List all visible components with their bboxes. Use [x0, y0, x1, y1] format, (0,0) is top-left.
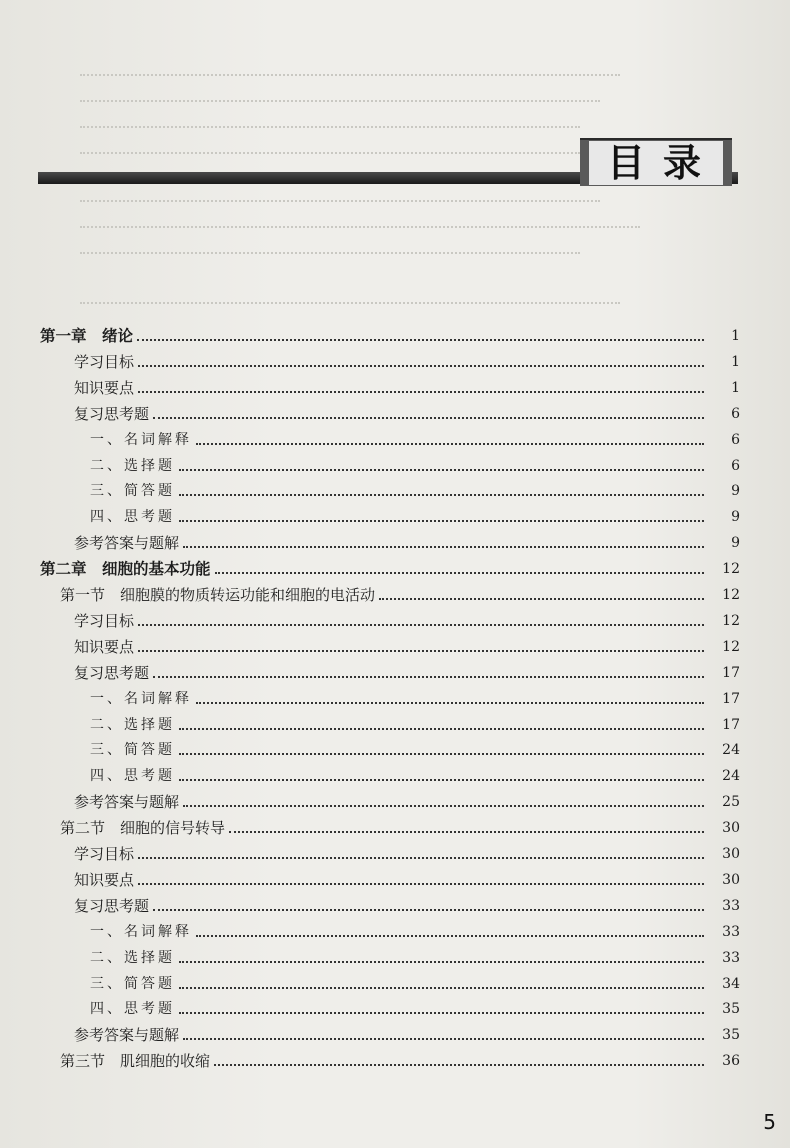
toc-entry-page: 6 — [731, 457, 740, 474]
dot-leader — [179, 469, 704, 471]
toc-entry — [0, 346, 740, 372]
dot-leader — [179, 961, 704, 963]
toc-entry-label: 学习目标 — [74, 352, 135, 371]
toc-entry-label: 二、选择题 — [90, 949, 175, 966]
toc-entry — [0, 631, 740, 657]
toc-entry-page: 9 — [731, 483, 740, 500]
toc-entry — [0, 1045, 740, 1071]
toc-entry-label: 参考答案与题解 — [74, 793, 180, 812]
toc-entry-label: 二、选择题 — [90, 716, 175, 733]
dot-leader — [183, 1038, 704, 1040]
toc-entry-label: 复习思考题 — [74, 404, 150, 423]
toc-entry-label: 参考答案与题解 — [74, 534, 180, 553]
page-number: 5 — [763, 1110, 776, 1134]
toc-entry-page: 9 — [731, 509, 740, 526]
dot-leader — [183, 546, 704, 548]
toc-entry-label: 第二章 细胞的基本功能 — [40, 560, 211, 579]
dot-leader — [179, 1012, 704, 1014]
toc-entry — [0, 916, 740, 942]
toc-entry-label: 第三节 肌细胞的收缩 — [60, 1052, 211, 1071]
dot-leader — [379, 598, 704, 600]
dot-leader — [138, 624, 704, 626]
toc-entry-label: 参考答案与题解 — [74, 1026, 180, 1045]
toc-entry-page: 30 — [722, 820, 740, 837]
title-box — [580, 138, 732, 186]
toc-entry-label: 学习目标 — [74, 611, 135, 630]
toc-entry-label: 知识要点 — [74, 378, 135, 397]
toc-entry-label: 知识要点 — [74, 870, 135, 889]
toc-entry-page: 36 — [722, 1053, 740, 1070]
show-through-leader — [80, 100, 600, 102]
toc-entry-page: 25 — [722, 794, 740, 811]
toc-entry — [0, 683, 740, 709]
toc-entry-page: 33 — [722, 949, 740, 966]
toc-entry-label: 复习思考题 — [74, 663, 150, 682]
show-through-leader — [80, 152, 580, 154]
toc-entry-label: 学习目标 — [74, 845, 135, 863]
toc-entry — [0, 657, 740, 683]
dot-leader — [196, 443, 704, 445]
toc-entry-page: 12 — [722, 612, 740, 629]
toc-entry-page: 30 — [722, 871, 740, 888]
dot-leader — [215, 572, 704, 574]
toc-entry — [0, 1019, 740, 1045]
toc-entry-page: 1 — [731, 328, 740, 344]
toc-entry — [0, 734, 740, 760]
toc-entry-page: 9 — [731, 535, 740, 552]
toc-entry-page: 12 — [722, 638, 740, 655]
toc-entry-page: 6 — [731, 405, 740, 422]
dot-leader — [138, 391, 704, 393]
toc-entry-label: 三、简答题 — [90, 975, 175, 992]
dot-leader — [153, 909, 704, 911]
toc-entry — [0, 968, 740, 994]
dot-leader — [153, 417, 704, 419]
dot-leader — [138, 857, 704, 859]
toc-entry-page: 1 — [731, 379, 740, 396]
dot-leader — [153, 676, 704, 678]
toc-entry — [0, 579, 740, 605]
toc-entry — [0, 709, 740, 735]
toc-entry — [0, 450, 740, 476]
dot-leader — [179, 520, 704, 522]
dot-leader — [229, 831, 704, 833]
toc-entry-page: 12 — [722, 561, 740, 578]
show-through-leader — [80, 74, 620, 76]
toc-entry — [0, 812, 740, 838]
toc-entry — [0, 527, 740, 553]
toc-entry-page: 17 — [722, 716, 740, 733]
show-through-leader — [80, 200, 600, 202]
toc-entry-page: 24 — [722, 742, 740, 759]
toc-entry-page: 1 — [731, 353, 740, 370]
toc-entry — [0, 424, 740, 450]
dot-leader — [214, 1064, 704, 1066]
show-through-leader — [80, 302, 620, 304]
toc-entry — [0, 501, 740, 527]
toc-entry-label: 四、思考题 — [90, 1001, 175, 1018]
dot-leader — [179, 494, 704, 496]
dot-leader — [138, 883, 704, 885]
dot-leader — [196, 935, 704, 937]
toc-entry — [0, 942, 740, 968]
toc-entry-label: 二、选择题 — [90, 457, 175, 474]
toc-entry-page: 35 — [722, 1027, 740, 1044]
toc-entry — [0, 553, 740, 579]
dot-leader — [138, 365, 704, 367]
toc-entry-label: 第一章 绪论 — [40, 327, 134, 345]
toc-entry — [0, 320, 740, 346]
dot-leader — [179, 779, 704, 781]
toc-entry — [0, 864, 740, 890]
toc-entry-label: 一、名词解释 — [90, 690, 192, 707]
toc-entry-page: 33 — [722, 897, 740, 914]
toc-entry — [0, 890, 740, 916]
toc-entry — [0, 605, 740, 631]
dot-leader — [137, 339, 704, 341]
toc-entry — [0, 372, 740, 398]
toc-entry-label: 复习思考题 — [74, 896, 150, 915]
toc-entry-label: 一、名词解释 — [90, 923, 192, 940]
page-title: 目录 — [589, 141, 723, 185]
toc-entry — [0, 993, 740, 1019]
toc-entry-label: 四、思考题 — [90, 768, 175, 785]
toc-entry-label: 第一节 细胞膜的物质转运功能和细胞的电活动 — [60, 586, 376, 604]
show-through-header — [590, 8, 780, 28]
show-through-leader — [80, 226, 640, 228]
dot-leader — [179, 728, 704, 730]
toc-entry-page: 30 — [722, 846, 740, 862]
toc-entry — [0, 475, 740, 501]
toc-entry — [0, 398, 740, 424]
toc-entry-page: 34 — [722, 975, 740, 992]
toc-entry-label: 三、简答题 — [90, 742, 175, 759]
toc-entry — [0, 838, 740, 864]
show-through-leader — [80, 126, 580, 128]
show-through-leader — [80, 252, 580, 254]
toc-entry-page: 17 — [722, 690, 740, 707]
toc-entry — [0, 760, 740, 786]
toc-entry-page: 6 — [731, 431, 740, 448]
toc-entry-page: 35 — [722, 1001, 740, 1018]
toc-entry-page: 33 — [722, 923, 740, 940]
dot-leader — [179, 753, 704, 755]
toc-entry-label: 一、名词解释 — [90, 431, 192, 448]
dot-leader — [183, 805, 704, 807]
toc-entry-label: 四、思考题 — [90, 509, 175, 526]
toc-entry-label: 第二节 细胞的信号转导 — [60, 819, 226, 838]
toc-entry — [0, 786, 740, 812]
toc-entry-label: 三、简答题 — [90, 483, 175, 500]
toc-entry-page: 12 — [722, 587, 740, 603]
dot-leader — [196, 702, 704, 704]
toc-entry-page: 24 — [722, 768, 740, 785]
dot-leader — [179, 987, 704, 989]
toc-entry-label: 知识要点 — [74, 637, 135, 656]
toc-entry-page: 17 — [722, 664, 740, 681]
dot-leader — [138, 650, 704, 652]
